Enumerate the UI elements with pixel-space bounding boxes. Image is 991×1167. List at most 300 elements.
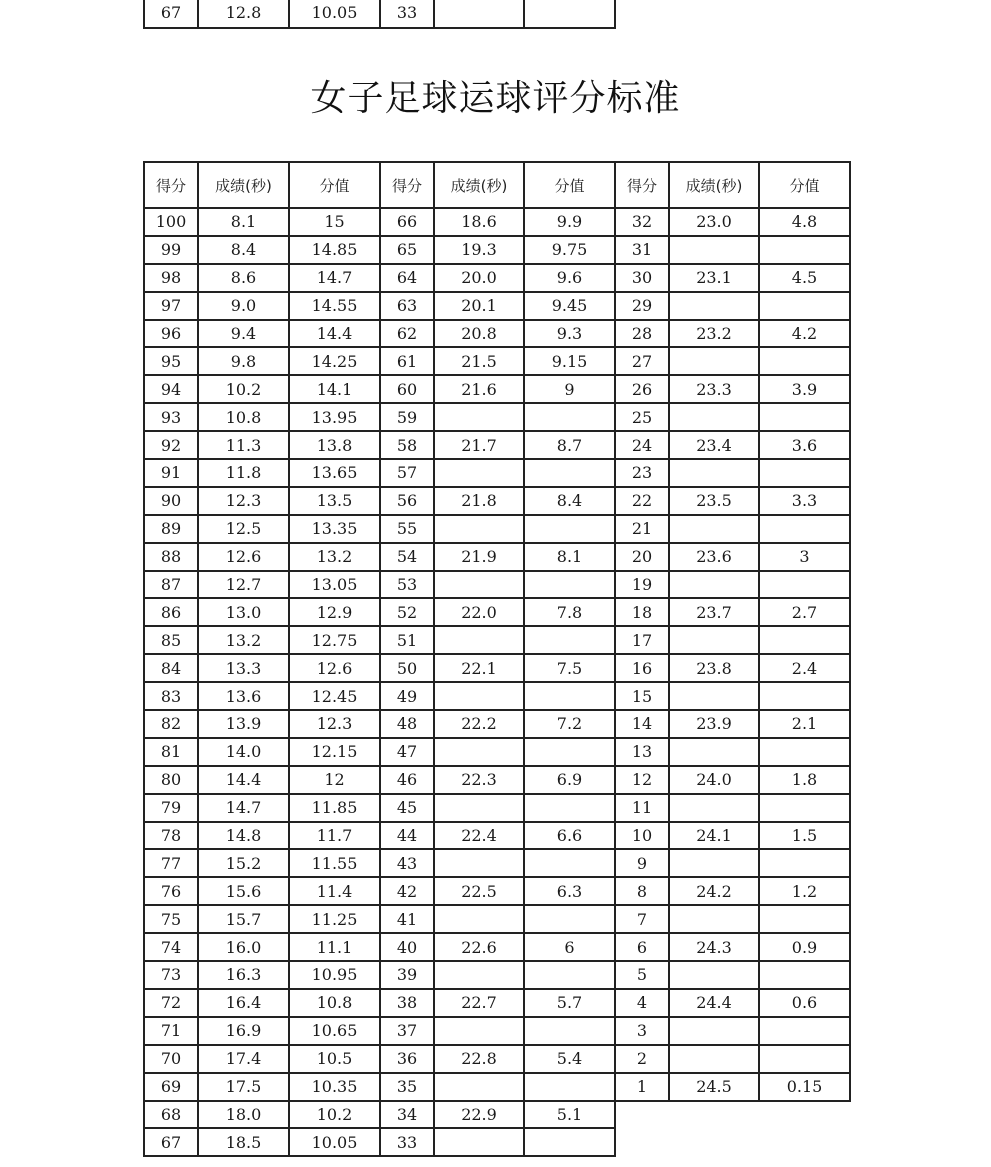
value-cell: 12.45 xyxy=(289,682,380,710)
result-cell: 21.8 xyxy=(434,487,524,515)
score-cell: 5 xyxy=(615,961,669,989)
value-cell: 12.6 xyxy=(289,654,380,682)
value-cell: 10.2 xyxy=(289,1101,380,1129)
blank-area xyxy=(615,1101,669,1129)
value-cell xyxy=(759,347,850,375)
score-cell: 10 xyxy=(615,822,669,850)
value-cell: 9.15 xyxy=(524,347,615,375)
result-cell xyxy=(434,403,524,431)
value-cell xyxy=(759,682,850,710)
result-cell: 23.2 xyxy=(669,320,759,348)
result-cell: 17.4 xyxy=(198,1045,289,1073)
score-cell: 92 xyxy=(144,431,198,459)
result-cell xyxy=(669,459,759,487)
result-cell: 22.3 xyxy=(434,766,524,794)
result-cell xyxy=(434,794,524,822)
result-cell: 22.8 xyxy=(434,1045,524,1073)
score-cell: 54 xyxy=(380,543,434,571)
value-cell: 9 xyxy=(524,375,615,403)
score-cell: 52 xyxy=(380,598,434,626)
score-cell: 44 xyxy=(380,822,434,850)
score-cell: 82 xyxy=(144,710,198,738)
result-cell xyxy=(434,626,524,654)
value-cell xyxy=(524,626,615,654)
blank-area xyxy=(759,1128,850,1156)
result-cell: 11.8 xyxy=(198,459,289,487)
value-cell xyxy=(524,571,615,599)
score-cell: 91 xyxy=(144,459,198,487)
value-cell: 2.4 xyxy=(759,654,850,682)
value-cell xyxy=(524,1128,615,1156)
table-row xyxy=(144,822,850,850)
table-row xyxy=(144,877,850,905)
score-cell: 19 xyxy=(615,571,669,599)
result-cell: 24.4 xyxy=(669,989,759,1017)
score-cell: 37 xyxy=(380,1017,434,1045)
score-cell: 74 xyxy=(144,933,198,961)
value-cell: 10.05 xyxy=(289,0,380,28)
result-cell: 10.2 xyxy=(198,375,289,403)
value-cell: 10.05 xyxy=(289,1128,380,1156)
table-row xyxy=(144,654,850,682)
scoring-table xyxy=(143,161,851,1157)
result-cell: 10.8 xyxy=(198,403,289,431)
score-cell: 61 xyxy=(380,347,434,375)
result-cell: 21.9 xyxy=(434,543,524,571)
score-cell: 99 xyxy=(144,236,198,264)
result-cell: 13.0 xyxy=(198,598,289,626)
value-cell: 10.5 xyxy=(289,1045,380,1073)
score-cell: 60 xyxy=(380,375,434,403)
result-cell: 15.2 xyxy=(198,849,289,877)
value-cell: 15 xyxy=(289,208,380,236)
value-cell: 13.95 xyxy=(289,403,380,431)
value-cell: 13.8 xyxy=(289,431,380,459)
table-row xyxy=(144,403,850,431)
score-cell: 29 xyxy=(615,292,669,320)
header-value: 分值 xyxy=(289,162,380,208)
score-cell: 38 xyxy=(380,989,434,1017)
result-cell: 23.7 xyxy=(669,598,759,626)
value-cell xyxy=(524,459,615,487)
result-cell: 20.8 xyxy=(434,320,524,348)
score-cell: 13 xyxy=(615,738,669,766)
result-cell xyxy=(669,682,759,710)
value-cell xyxy=(524,1017,615,1045)
result-cell: 23.0 xyxy=(669,208,759,236)
value-cell: 11.4 xyxy=(289,877,380,905)
result-cell: 8.6 xyxy=(198,264,289,292)
header-row xyxy=(144,162,850,208)
score-cell: 40 xyxy=(380,933,434,961)
value-cell: 11.25 xyxy=(289,905,380,933)
result-cell: 16.0 xyxy=(198,933,289,961)
result-cell: 22.4 xyxy=(434,822,524,850)
value-cell: 4.8 xyxy=(759,208,850,236)
score-cell: 81 xyxy=(144,738,198,766)
result-cell: 13.6 xyxy=(198,682,289,710)
value-cell: 12.15 xyxy=(289,738,380,766)
value-cell xyxy=(759,1017,850,1045)
result-cell: 14.4 xyxy=(198,766,289,794)
score-cell: 20 xyxy=(615,543,669,571)
score-cell: 18 xyxy=(615,598,669,626)
result-cell: 16.9 xyxy=(198,1017,289,1045)
score-cell: 43 xyxy=(380,849,434,877)
result-cell: 23.9 xyxy=(669,710,759,738)
result-cell: 16.3 xyxy=(198,961,289,989)
value-cell: 12 xyxy=(289,766,380,794)
table-row xyxy=(144,1101,850,1129)
result-cell: 22.9 xyxy=(434,1101,524,1129)
score-cell: 24 xyxy=(615,431,669,459)
score-cell: 72 xyxy=(144,989,198,1017)
table-row xyxy=(144,320,850,348)
table-row xyxy=(144,208,850,236)
score-cell: 80 xyxy=(144,766,198,794)
result-cell xyxy=(669,571,759,599)
result-cell xyxy=(434,1017,524,1045)
blank-area xyxy=(669,1128,759,1156)
result-cell: 9.0 xyxy=(198,292,289,320)
table-row xyxy=(144,487,850,515)
result-cell: 18.6 xyxy=(434,208,524,236)
result-cell: 19.3 xyxy=(434,236,524,264)
result-cell xyxy=(434,1128,524,1156)
score-cell: 26 xyxy=(615,375,669,403)
blank-area xyxy=(669,1101,759,1129)
score-cell: 71 xyxy=(144,1017,198,1045)
value-cell xyxy=(524,961,615,989)
table-row xyxy=(144,0,615,28)
score-cell: 2 xyxy=(615,1045,669,1073)
score-cell: 32 xyxy=(615,208,669,236)
result-cell xyxy=(669,347,759,375)
table-row xyxy=(144,375,850,403)
result-cell: 18.0 xyxy=(198,1101,289,1129)
result-cell: 12.3 xyxy=(198,487,289,515)
result-cell xyxy=(669,1045,759,1073)
value-cell: 6.6 xyxy=(524,822,615,850)
result-cell: 24.1 xyxy=(669,822,759,850)
value-cell: 10.95 xyxy=(289,961,380,989)
header-score: 得分 xyxy=(615,162,669,208)
result-cell xyxy=(434,515,524,543)
result-cell xyxy=(434,905,524,933)
score-cell: 27 xyxy=(615,347,669,375)
score-cell: 88 xyxy=(144,543,198,571)
score-cell: 3 xyxy=(615,1017,669,1045)
score-cell: 67 xyxy=(144,1128,198,1156)
value-cell: 13.35 xyxy=(289,515,380,543)
value-cell: 4.2 xyxy=(759,320,850,348)
score-cell: 22 xyxy=(615,487,669,515)
result-cell: 20.0 xyxy=(434,264,524,292)
score-cell: 47 xyxy=(380,738,434,766)
table-row xyxy=(144,989,850,1017)
result-cell xyxy=(669,905,759,933)
result-cell: 22.1 xyxy=(434,654,524,682)
score-cell: 65 xyxy=(380,236,434,264)
result-cell: 11.3 xyxy=(198,431,289,459)
table-row xyxy=(144,543,850,571)
value-cell: 11.1 xyxy=(289,933,380,961)
value-cell: 6 xyxy=(524,933,615,961)
score-cell: 9 xyxy=(615,849,669,877)
result-cell xyxy=(669,794,759,822)
table-row xyxy=(144,766,850,794)
result-cell: 22.2 xyxy=(434,710,524,738)
result-cell: 14.7 xyxy=(198,794,289,822)
result-cell: 8.4 xyxy=(198,236,289,264)
result-cell: 23.6 xyxy=(669,543,759,571)
value-cell xyxy=(759,849,850,877)
score-cell: 73 xyxy=(144,961,198,989)
value-cell: 14.7 xyxy=(289,264,380,292)
table-row xyxy=(144,710,850,738)
score-cell: 41 xyxy=(380,905,434,933)
result-cell: 22.6 xyxy=(434,933,524,961)
result-cell: 12.6 xyxy=(198,543,289,571)
value-cell: 4.5 xyxy=(759,264,850,292)
result-cell: 15.7 xyxy=(198,905,289,933)
table-row xyxy=(144,738,850,766)
score-cell: 46 xyxy=(380,766,434,794)
value-cell: 9.3 xyxy=(524,320,615,348)
table-row xyxy=(144,515,850,543)
score-cell: 51 xyxy=(380,626,434,654)
value-cell: 0.9 xyxy=(759,933,850,961)
score-cell: 31 xyxy=(615,236,669,264)
header-result: 成绩(秒) xyxy=(434,162,524,208)
value-cell: 7.5 xyxy=(524,654,615,682)
result-cell: 22.7 xyxy=(434,989,524,1017)
score-cell: 28 xyxy=(615,320,669,348)
table-row xyxy=(144,1073,850,1101)
value-cell: 13.2 xyxy=(289,543,380,571)
result-cell xyxy=(669,292,759,320)
value-cell xyxy=(759,961,850,989)
result-cell xyxy=(434,1073,524,1101)
blank-area xyxy=(615,1128,669,1156)
score-cell: 8 xyxy=(615,877,669,905)
score-cell: 39 xyxy=(380,961,434,989)
value-cell: 12.3 xyxy=(289,710,380,738)
score-cell: 53 xyxy=(380,571,434,599)
score-cell: 87 xyxy=(144,571,198,599)
value-cell xyxy=(759,236,850,264)
result-cell: 24.3 xyxy=(669,933,759,961)
result-cell: 23.3 xyxy=(669,375,759,403)
score-cell: 12 xyxy=(615,766,669,794)
result-cell xyxy=(669,738,759,766)
result-cell: 22.5 xyxy=(434,877,524,905)
score-cell: 15 xyxy=(615,682,669,710)
score-cell: 42 xyxy=(380,877,434,905)
table-row xyxy=(144,933,850,961)
value-cell: 12.9 xyxy=(289,598,380,626)
value-cell xyxy=(759,738,850,766)
score-cell: 98 xyxy=(144,264,198,292)
result-cell: 8.1 xyxy=(198,208,289,236)
score-cell: 64 xyxy=(380,264,434,292)
value-cell: 6.3 xyxy=(524,877,615,905)
score-cell: 14 xyxy=(615,710,669,738)
result-cell: 21.6 xyxy=(434,375,524,403)
score-cell: 23 xyxy=(615,459,669,487)
value-cell: 13.65 xyxy=(289,459,380,487)
value-cell: 11.7 xyxy=(289,822,380,850)
value-cell xyxy=(524,738,615,766)
value-cell: 9.75 xyxy=(524,236,615,264)
result-cell: 17.5 xyxy=(198,1073,289,1101)
value-cell: 2.1 xyxy=(759,710,850,738)
value-cell: 0.6 xyxy=(759,989,850,1017)
result-cell: 14.0 xyxy=(198,738,289,766)
score-cell: 93 xyxy=(144,403,198,431)
score-cell: 57 xyxy=(380,459,434,487)
result-cell: 12.8 xyxy=(198,0,289,28)
score-cell: 85 xyxy=(144,626,198,654)
score-cell: 58 xyxy=(380,431,434,459)
score-cell: 49 xyxy=(380,682,434,710)
score-cell: 79 xyxy=(144,794,198,822)
score-cell: 48 xyxy=(380,710,434,738)
table-row xyxy=(144,1128,850,1156)
header-score: 得分 xyxy=(144,162,198,208)
value-cell: 12.75 xyxy=(289,626,380,654)
value-cell: 9.9 xyxy=(524,208,615,236)
score-cell: 94 xyxy=(144,375,198,403)
result-cell: 13.2 xyxy=(198,626,289,654)
value-cell: 1.2 xyxy=(759,877,850,905)
value-cell xyxy=(759,292,850,320)
score-cell: 100 xyxy=(144,208,198,236)
score-cell: 33 xyxy=(380,0,434,28)
value-cell: 5.7 xyxy=(524,989,615,1017)
score-cell: 63 xyxy=(380,292,434,320)
value-cell: 14.4 xyxy=(289,320,380,348)
value-cell: 11.55 xyxy=(289,849,380,877)
value-cell: 9.45 xyxy=(524,292,615,320)
result-cell: 13.9 xyxy=(198,710,289,738)
value-cell: 14.85 xyxy=(289,236,380,264)
score-cell: 33 xyxy=(380,1128,434,1156)
score-cell: 62 xyxy=(380,320,434,348)
score-cell: 30 xyxy=(615,264,669,292)
value-cell xyxy=(524,0,615,28)
result-cell: 24.5 xyxy=(669,1073,759,1101)
result-cell xyxy=(434,571,524,599)
score-cell: 69 xyxy=(144,1073,198,1101)
value-cell: 3.6 xyxy=(759,431,850,459)
score-cell: 56 xyxy=(380,487,434,515)
value-cell xyxy=(524,905,615,933)
score-cell: 1 xyxy=(615,1073,669,1101)
table-row xyxy=(144,431,850,459)
result-cell: 15.6 xyxy=(198,877,289,905)
value-cell: 3.9 xyxy=(759,375,850,403)
value-cell: 10.8 xyxy=(289,989,380,1017)
value-cell xyxy=(524,794,615,822)
score-cell: 83 xyxy=(144,682,198,710)
table-row xyxy=(144,961,850,989)
score-cell: 11 xyxy=(615,794,669,822)
score-cell: 96 xyxy=(144,320,198,348)
result-cell xyxy=(669,626,759,654)
result-cell xyxy=(669,236,759,264)
table-row xyxy=(144,264,850,292)
score-cell: 70 xyxy=(144,1045,198,1073)
result-cell xyxy=(669,849,759,877)
value-cell xyxy=(524,403,615,431)
value-cell xyxy=(759,515,850,543)
result-cell: 23.8 xyxy=(669,654,759,682)
table-row xyxy=(144,292,850,320)
score-cell: 66 xyxy=(380,208,434,236)
result-cell xyxy=(434,682,524,710)
score-cell: 35 xyxy=(380,1073,434,1101)
value-cell xyxy=(759,571,850,599)
result-cell: 16.4 xyxy=(198,989,289,1017)
score-cell: 76 xyxy=(144,877,198,905)
value-cell: 9.6 xyxy=(524,264,615,292)
value-cell: 14.55 xyxy=(289,292,380,320)
header-score: 得分 xyxy=(380,162,434,208)
value-cell: 14.25 xyxy=(289,347,380,375)
result-cell: 12.7 xyxy=(198,571,289,599)
value-cell xyxy=(759,1045,850,1073)
result-cell xyxy=(669,961,759,989)
value-cell xyxy=(524,515,615,543)
result-cell: 14.8 xyxy=(198,822,289,850)
value-cell: 1.8 xyxy=(759,766,850,794)
table-row xyxy=(144,598,850,626)
table-row xyxy=(144,682,850,710)
score-cell: 16 xyxy=(615,654,669,682)
table-row xyxy=(144,905,850,933)
score-cell: 84 xyxy=(144,654,198,682)
table-row xyxy=(144,236,850,264)
result-cell xyxy=(434,0,524,28)
score-cell: 17 xyxy=(615,626,669,654)
result-cell: 9.4 xyxy=(198,320,289,348)
table-row xyxy=(144,571,850,599)
value-cell xyxy=(524,849,615,877)
result-cell xyxy=(669,403,759,431)
score-cell: 77 xyxy=(144,849,198,877)
value-cell: 10.35 xyxy=(289,1073,380,1101)
previous-table-fragment xyxy=(143,0,616,29)
table-row xyxy=(144,794,850,822)
score-cell: 21 xyxy=(615,515,669,543)
table-body xyxy=(144,208,850,1156)
score-cell: 78 xyxy=(144,822,198,850)
score-cell: 45 xyxy=(380,794,434,822)
score-cell: 36 xyxy=(380,1045,434,1073)
score-cell: 50 xyxy=(380,654,434,682)
value-cell: 13.05 xyxy=(289,571,380,599)
score-cell: 67 xyxy=(144,0,198,28)
value-cell xyxy=(759,794,850,822)
score-cell: 75 xyxy=(144,905,198,933)
result-cell: 9.8 xyxy=(198,347,289,375)
value-cell: 3 xyxy=(759,543,850,571)
score-cell: 86 xyxy=(144,598,198,626)
value-cell: 5.1 xyxy=(524,1101,615,1129)
result-cell: 22.0 xyxy=(434,598,524,626)
result-cell: 20.1 xyxy=(434,292,524,320)
